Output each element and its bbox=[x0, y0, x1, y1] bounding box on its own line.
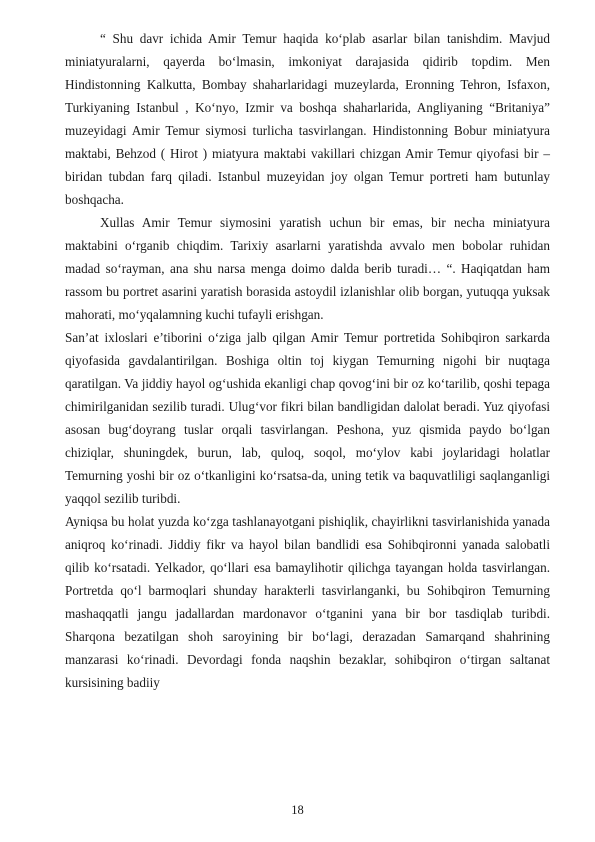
body-text bbox=[65, 27, 550, 694]
paragraph-4: Ayniqsa bu holat yuzda ko‘zga tashlanayotgani pishiqlik, chayirlikni tasvirlanishida yanada aniqroq ko‘rinadi. Jiddiy fikr va hayol bilan bandlidi esa Sohibqironni yanada salobatli qilib ko‘rsatadi. Yelkador, qo‘llari esa bamaylihotir qilichga tayangan holda tasvirlangan. Portretda qo‘l barmoqlari shunday harakterli tasvirlanganki, bu Sohibqiron Temurning mashaqqatli jangu jadallardan mardonavor o‘tganini yana bir bor tasdiqlab turibdi. Sharqona bezatilgan shoh saroyining bir bo‘lagi, derazadan Samarqand shahrining manzarasi ko‘rinadi. Devordagi fonda naqshin bezaklar, sohibqiron o‘tirgan saltanat kursisining badiiy bbox=[65, 514, 550, 690]
paragraph-1: “ Shu davr ichida Amir Temur haqida ko‘plab asarlar bilan tanishdim. Mavjud miniatyuralarni, qayerda bo‘lmasin, imkoniyat darajasida qidirib topdim. Men Hindistonning Kalkutta, Bombay shaharlaridagi muzeylarda, Eronning Tehron, Isfaxon, Turkiyaning Istanbul , Ko‘nyo, Izmir va boshqa shaharlarida, Angliyaning “Britaniya” muzeyidagi Amir Temur siymosi turlicha tasvirlangan. Hindistonning Bobur miniatyura maktabi, Behzod ( Hirot ) miatyura maktabi vakillari chizgan Amir Temur qiyofasi bir – biridan tubdan farq qiladi. Istanbul muzeyidan joy olgan Temur portreti ham butunlay boshqacha. bbox=[65, 31, 550, 207]
paragraph-2: Xullas Amir Temur siymosini yaratish uchun bir emas, bir necha miniatyura maktabini o‘rganib chiqdim. Tarixiy asarlarni yaratishda avvalo men bobolar ruhidan madad so‘rayman, ana shu narsa menga doimo dalda berib turadi… “. Haqiqatdan ham rassom bu portret asarini yaratish borasida astoydil izlanishlar olib borgan, yutuqqa yuksak mahorati, mo‘yqalamning kuchi tufayli erishgan. bbox=[65, 215, 550, 322]
page-number: 18 bbox=[291, 803, 304, 817]
paragraph-3: San’at ixloslari e’tiborini o‘ziga jalb qilgan Amir Temur portretida Sohibqiron sarkarda qiyofasida gavdalantirilgan. Boshiga oltin toj kiygan Temurning nigohi bir nuqtaga qaratilgan. Va jiddiy hayol og‘ushida ekanligi chap qovog‘ini bir oz ko‘tarilib, qoshi tepaga chimirilganidan sezilib turadi. Ulug‘vor fikri bilan bandligidan dalolat beradi. Yuz qiyofasi asosan bug‘doyrang tuslar orqali tasvirlangan. Peshona, yuz qismida paydo bo‘lgan chiziqlar, shuningdek, burun, lab, quloq, soqol, mo‘ylov kabi joylaridagi holatlar Temurning yoshi bir oz o‘tkanligini ko‘rsatsa-da, uning tetik va baquvatliligi saqlanganligi yaqqol sezilib turibdi. bbox=[65, 330, 550, 506]
